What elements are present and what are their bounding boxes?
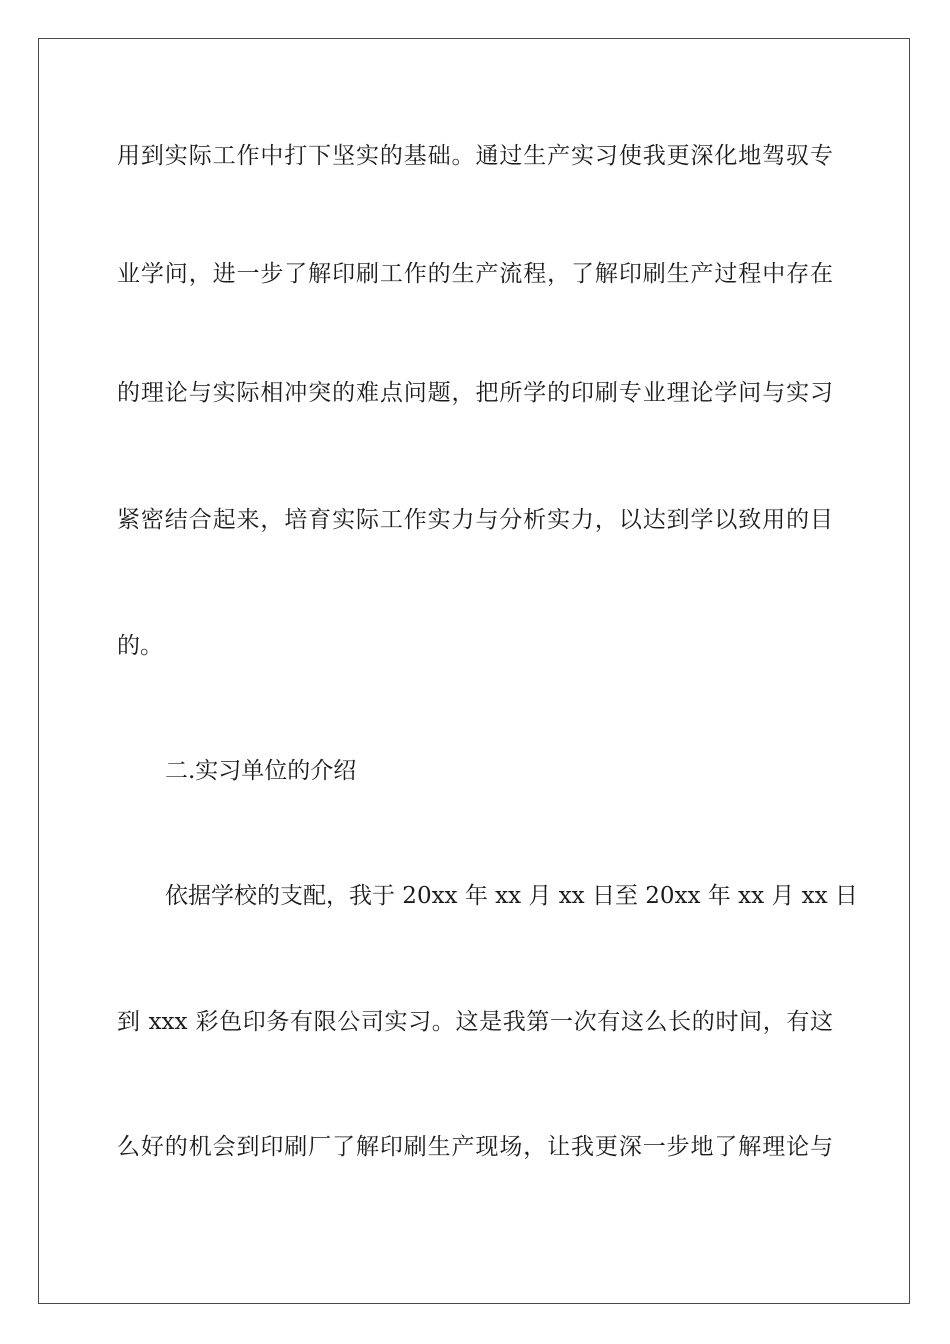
paragraph1-line-4: 紧密结合起来，培育实际工作实力与分析实力，以达到学以致用的目 (117, 507, 833, 533)
paragraph1-line-5: 的。 (117, 633, 163, 659)
paragraph2-line-1: 依据学校的支配，我于 20xx 年 xx 月 xx 日至 20xx 年 xx 月 xx 日 (165, 883, 858, 909)
paragraph1-line-3: 的理论与实际相冲突的难点问题，把所学的印刷专业理论学问与实习 (117, 380, 833, 406)
paragraph2-line-3: 么好的机会到印刷厂了解印刷生产现场，让我更深一步地了解理论与 (117, 1134, 833, 1160)
paragraph1-line-2: 业学问，进一步了解印刷工作的生产流程，了解印刷生产过程中存在 (117, 261, 833, 287)
paragraph1-line-1: 用到实际工作中打下坚实的基础。通过生产实习使我更深化地驾驭专 (117, 143, 833, 169)
section-heading: 二.实习单位的介绍 (165, 758, 357, 784)
paragraph2-line-2: 到 xxx 彩色印务有限公司实习。这是我第一次有这么长的时间，有这 (117, 1009, 833, 1035)
page-border (38, 38, 910, 1304)
